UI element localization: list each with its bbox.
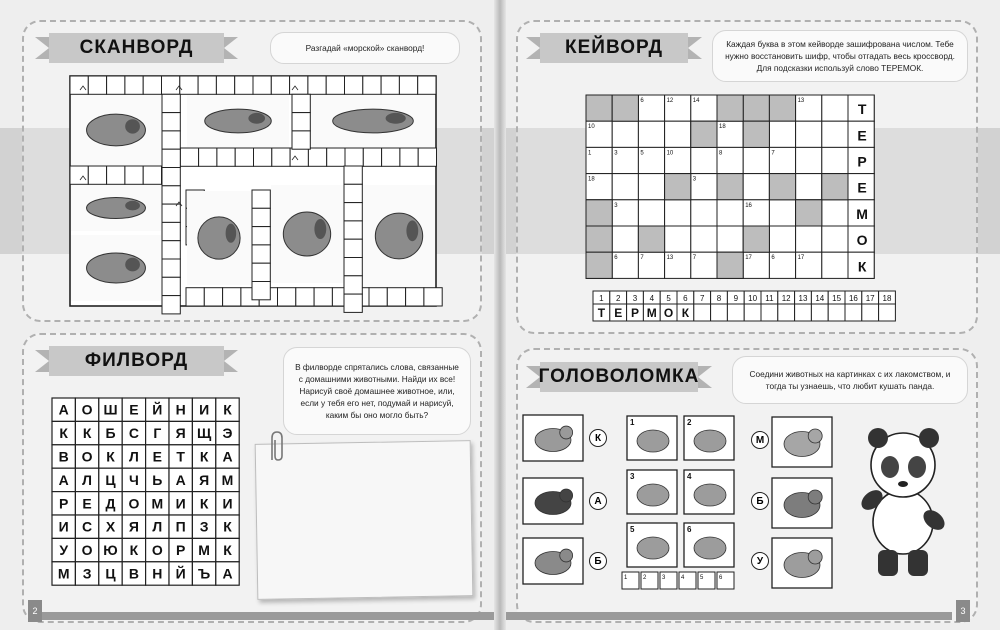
panda-nose bbox=[898, 481, 908, 487]
fillword-letter: У bbox=[59, 542, 69, 559]
key-number: 14 bbox=[815, 294, 825, 303]
key-number: 10 bbox=[748, 294, 758, 303]
keyword-number: 13 bbox=[666, 255, 674, 262]
fillword-letter: К bbox=[223, 518, 232, 535]
key-number: 3 bbox=[632, 294, 638, 303]
fillword-letter: Г bbox=[153, 425, 162, 442]
squirrel-icon bbox=[772, 538, 832, 588]
food-number: 5 bbox=[630, 525, 635, 534]
fillword-letter: М bbox=[198, 542, 210, 559]
fillword-letter: Л bbox=[128, 448, 139, 465]
fillword-letter: О bbox=[151, 542, 163, 559]
key-letter: Е bbox=[614, 306, 623, 320]
fillword-letter: Н bbox=[175, 401, 186, 418]
fillword-letter: Л bbox=[152, 518, 163, 535]
picture-head bbox=[560, 489, 573, 502]
key-letter: Р bbox=[630, 306, 640, 320]
fillword-letter: К bbox=[59, 425, 68, 442]
fillword-letter: А bbox=[58, 401, 69, 418]
panda-mascot-icon bbox=[858, 428, 949, 576]
keyword-number: 14 bbox=[692, 98, 700, 104]
answer-number: 1 bbox=[624, 575, 628, 581]
fillword-letter: Ю bbox=[103, 542, 118, 559]
fillword-letter: Э bbox=[222, 425, 233, 442]
fillword-letter: Е bbox=[82, 495, 92, 512]
key-number: 4 bbox=[649, 294, 655, 303]
keyword-number: 12 bbox=[666, 98, 674, 104]
keyword-number: 8 bbox=[719, 150, 723, 157]
fillword-letter: Я bbox=[199, 471, 210, 488]
fillword-letter: Я bbox=[175, 425, 186, 442]
puzzle-title-ribbon bbox=[526, 362, 712, 392]
fillword-letter: Й bbox=[152, 401, 163, 418]
key-number: 7 bbox=[699, 294, 705, 303]
answer-circle[interactable]: А bbox=[589, 492, 607, 510]
nuts-icon bbox=[627, 523, 677, 567]
answer-circle[interactable]: Б bbox=[751, 492, 769, 510]
key-number: 2 bbox=[615, 294, 621, 303]
keyword-hint-text: Каждая буква в этом кейворде зашифрована числом. Тебе нужно восстановить шифр, чтобы отгадать весь кроссворд. Для подсказки используй слово ТЕРЕМОК. bbox=[725, 39, 955, 73]
answer-number: 2 bbox=[643, 575, 647, 581]
fillword-letter: К bbox=[223, 542, 232, 559]
answer-number: 4 bbox=[681, 575, 685, 581]
panda-ear-left bbox=[868, 428, 888, 448]
keyword-number: 3 bbox=[614, 202, 618, 209]
keyword-word-letter: Р bbox=[857, 153, 867, 170]
keyword-word-letter: Е bbox=[857, 127, 867, 144]
moose-icon bbox=[523, 415, 583, 461]
boar-icon bbox=[523, 478, 583, 524]
fillword-letter: Л bbox=[82, 471, 93, 488]
bananas-icon bbox=[684, 470, 734, 514]
food-number: 6 bbox=[687, 525, 692, 534]
scanword-hint-text: Разгадай «морской» сканворд! bbox=[305, 43, 425, 53]
keyword-number: 7 bbox=[771, 150, 775, 157]
acorns-icon bbox=[684, 416, 734, 460]
fillword-letter: П bbox=[175, 518, 186, 535]
right-page-number: 3 bbox=[956, 600, 970, 622]
fillword-letter: Р bbox=[176, 542, 186, 559]
key-letter: О bbox=[663, 306, 674, 320]
keyword-number: 6 bbox=[614, 255, 618, 262]
fillword-letter: И bbox=[199, 401, 210, 418]
fillword-letter: Х bbox=[105, 518, 116, 535]
key-number: 18 bbox=[882, 294, 892, 303]
waxwing-icon bbox=[772, 478, 832, 528]
fillword-letter: Щ bbox=[196, 425, 212, 442]
fillword-letter: И bbox=[58, 518, 69, 535]
keyword-number: 10 bbox=[588, 124, 595, 131]
keyword-word-letter: Т bbox=[857, 101, 867, 118]
fillword-letter: К bbox=[223, 401, 232, 418]
key-letter: Т bbox=[597, 306, 606, 320]
answer-circle[interactable]: К bbox=[589, 429, 607, 447]
picture-head bbox=[808, 490, 822, 504]
keyword-number: 17 bbox=[797, 255, 805, 262]
fillword-letter: К bbox=[106, 448, 115, 465]
food-shape bbox=[694, 484, 726, 506]
key-letter: К bbox=[681, 306, 690, 320]
keyword-number: 16 bbox=[745, 202, 752, 209]
fillword-letter: Ч bbox=[128, 471, 139, 488]
puzzle-hint-text: Соедини животных на картинках с их лакомством, и тогда ты узнаешь, что любит кушать панда. bbox=[749, 369, 951, 391]
key-number: 15 bbox=[832, 294, 842, 303]
answer-number: 5 bbox=[700, 575, 704, 581]
food-number: 2 bbox=[687, 418, 692, 427]
keyword-word-letter: Е bbox=[857, 179, 867, 196]
monkey-icon bbox=[523, 538, 583, 584]
keyword-number: 1 bbox=[588, 150, 592, 157]
keyword-word-letter: К bbox=[857, 258, 867, 275]
keyword-title: КЕЙВОРД bbox=[565, 37, 663, 58]
keyword-number: 3 bbox=[614, 150, 618, 157]
keyword-number: 7 bbox=[692, 255, 697, 262]
fillword-letter: С bbox=[128, 425, 139, 442]
fillword-letter: Н bbox=[152, 565, 163, 582]
keyword-number: 7 bbox=[640, 255, 644, 262]
fillword-letter: З bbox=[199, 518, 209, 535]
panda-leg-left bbox=[878, 550, 898, 576]
fillword-letter: Р bbox=[59, 495, 69, 512]
food-shape bbox=[637, 537, 669, 559]
keyword-number: 18 bbox=[588, 176, 595, 183]
answer-circle[interactable]: М bbox=[751, 431, 769, 449]
picture-head bbox=[560, 549, 573, 562]
panda-body bbox=[873, 490, 933, 554]
picture-head bbox=[808, 429, 822, 443]
keyword-number: 10 bbox=[666, 150, 674, 157]
food-shape bbox=[637, 484, 669, 506]
keyword-number: 5 bbox=[640, 150, 644, 157]
answer-number: 3 bbox=[662, 575, 666, 581]
scanword-title: СКАНВОРД bbox=[79, 37, 194, 58]
fillword-letter: Ъ bbox=[198, 565, 211, 582]
food-number: 3 bbox=[630, 472, 635, 481]
fillword-letter: М bbox=[221, 471, 234, 488]
key-number: 9 bbox=[733, 294, 739, 303]
answer-number: 6 bbox=[719, 575, 723, 581]
panda-eye-patch-left bbox=[881, 456, 899, 478]
fillword-letter: О bbox=[81, 448, 93, 465]
key-number: 13 bbox=[798, 294, 808, 303]
keyword-number: 17 bbox=[745, 255, 752, 262]
fillword-title: ФИЛВОРД bbox=[84, 350, 189, 371]
key-number: 5 bbox=[666, 294, 671, 303]
keyword-number: 6 bbox=[640, 98, 644, 104]
fillword-letter: К bbox=[199, 448, 209, 465]
fillword-letter: К bbox=[199, 495, 209, 512]
mushroom-icon bbox=[684, 523, 734, 567]
fillword-letter: Ш bbox=[103, 401, 118, 418]
fillword-letter: А bbox=[222, 565, 233, 582]
honey-icon bbox=[627, 470, 677, 514]
fillword-letter: А bbox=[222, 448, 233, 465]
picture-head bbox=[560, 426, 573, 439]
fillword-letter: А bbox=[58, 471, 69, 488]
key-number: 17 bbox=[865, 294, 875, 303]
fillword-letter: М bbox=[57, 565, 70, 582]
fillword-letter: Я bbox=[128, 518, 139, 535]
key-number: 6 bbox=[683, 294, 688, 303]
food-shape bbox=[694, 430, 726, 452]
fillword-letter: О bbox=[81, 542, 93, 559]
keyword-number: 3 bbox=[692, 176, 697, 183]
food-number: 1 bbox=[630, 418, 635, 427]
fillword-letter: М bbox=[151, 495, 164, 512]
fillword-letter: С bbox=[82, 518, 93, 535]
fillword-hint-text: В филворде спрятались слова, связанные с домашними животными. Найди их все! Нарисуй своё домашнее животное, или, если у тебя его нет, подумай и нарисуй, каким бы оно могло быть? bbox=[295, 362, 459, 420]
key-number: 12 bbox=[781, 294, 791, 303]
keyword-number: 13 bbox=[797, 98, 805, 104]
right-bottom-bar bbox=[506, 612, 952, 620]
left-page-number: 2 bbox=[28, 600, 42, 622]
food-shape bbox=[694, 537, 726, 559]
fillword-letter: К bbox=[82, 425, 92, 442]
fillword-letter: Ц bbox=[105, 565, 116, 582]
fillword-letter: Ц bbox=[105, 471, 116, 488]
fillword-letter: Е bbox=[129, 401, 139, 418]
puzzle-title: ГОЛОВОЛОМКА bbox=[538, 366, 700, 387]
keyword-word-letter: М bbox=[856, 205, 868, 222]
keyword-number: 18 bbox=[719, 124, 726, 131]
grass-icon bbox=[627, 416, 677, 460]
fillword-letter: И bbox=[222, 495, 233, 512]
fillword-letter: Д bbox=[105, 495, 116, 512]
food-shape bbox=[637, 430, 669, 452]
fillword-letter: В bbox=[58, 448, 69, 465]
panda-ear-right bbox=[919, 428, 939, 448]
panda-eye-patch-right bbox=[908, 456, 926, 478]
keyword-number: 6 bbox=[771, 255, 775, 262]
fillword-letter: Б bbox=[105, 425, 116, 442]
fillword-letter: О bbox=[81, 401, 93, 418]
key-number: 8 bbox=[716, 294, 722, 303]
answer-circle[interactable]: Б bbox=[589, 552, 607, 570]
food-number: 4 bbox=[687, 472, 692, 481]
fillword-letter: Т bbox=[176, 448, 185, 465]
answer-circle[interactable]: У bbox=[751, 552, 769, 570]
fillword-letter: А bbox=[175, 471, 186, 488]
key-number: 11 bbox=[765, 294, 774, 303]
fillword-letter: З bbox=[82, 565, 92, 582]
bear-icon bbox=[772, 417, 832, 467]
key-number: 1 bbox=[599, 294, 604, 303]
fillword-letter: Й bbox=[175, 565, 186, 582]
fillword-letter: Ь bbox=[152, 471, 163, 488]
keyword-word-letter: О bbox=[856, 232, 868, 249]
fillword-letter: К bbox=[129, 542, 139, 559]
fillword-letter: О bbox=[128, 495, 140, 512]
panda-leg-right bbox=[908, 550, 928, 576]
fillword-letter: Е bbox=[152, 448, 162, 465]
picture-head bbox=[808, 550, 822, 564]
key-letter: М bbox=[646, 306, 657, 320]
key-number: 16 bbox=[848, 294, 858, 303]
fillword-letter: В bbox=[128, 565, 139, 582]
fillword-letter: И bbox=[175, 495, 186, 512]
